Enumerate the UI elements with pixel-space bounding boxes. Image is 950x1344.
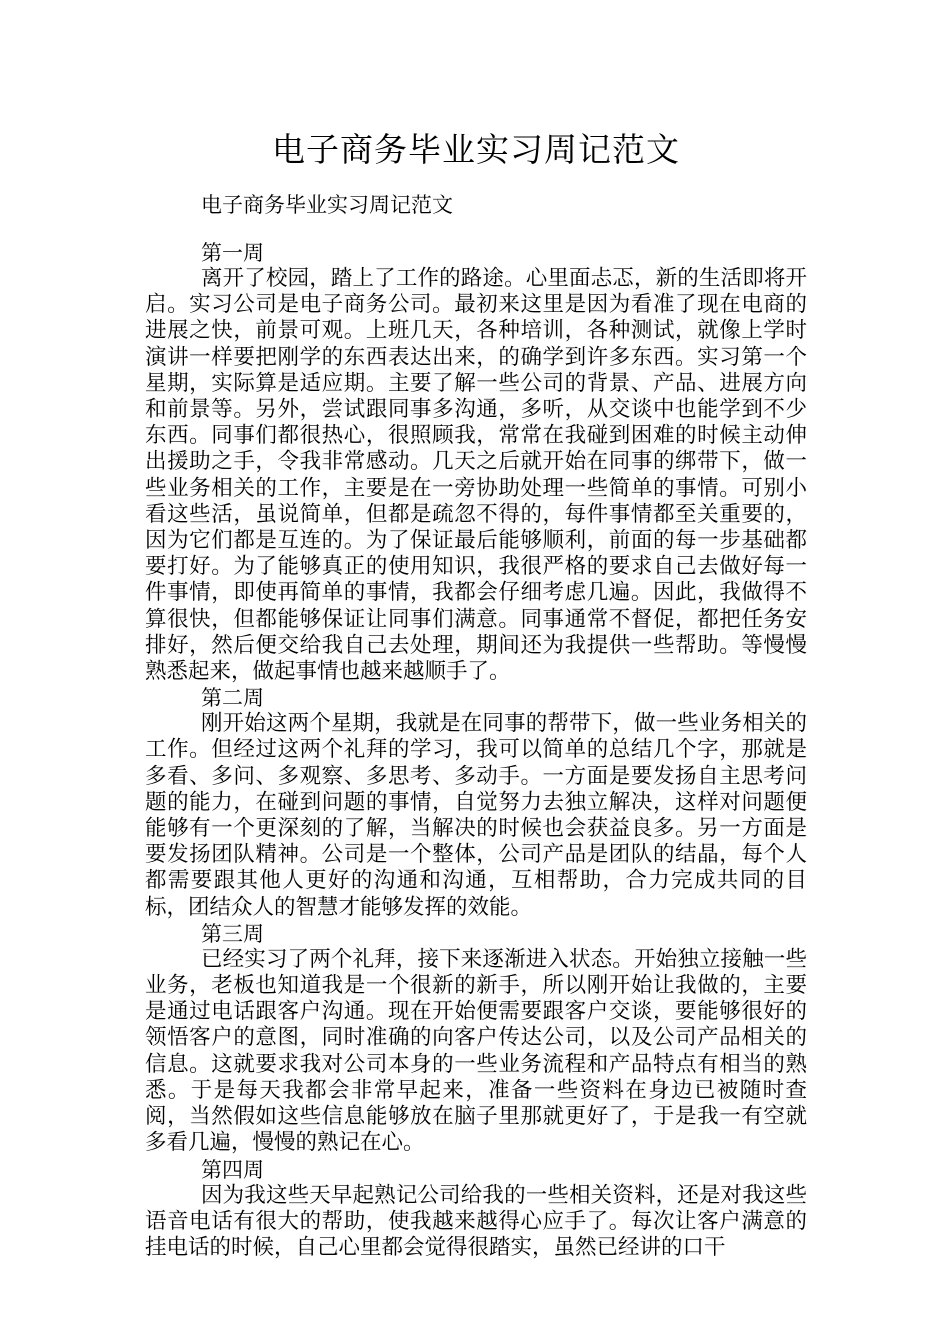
- week-section-3: [145, 921, 807, 1157]
- week-paragraph: 已经实习了两个礼拜，接下来逐渐进入状态。开始独立接触一些业务，老板也知道我是一个很新的新手，所以刚开始让我做的，主要是通过电话跟客户沟通。现在开始便需要跟客户交谈，要能够很好的领悟客户的意图，同时准确的向客户传达公司，以及公司产品相关的信息。这就要求我对公司本身的一些业务流程和产品特点有相当的熟悉。于是每天我都会非常早起来，准备一些资料在身边已被随时查阅，当然假如这些信息能够放在脑子里那就更好了，于是我一有空就多看几遍，慢慢的熟记在心。: [145, 946, 807, 1156]
- week-heading: 第三周: [201, 921, 264, 946]
- week-heading: 第二周: [201, 686, 264, 711]
- week-paragraph: 离开了校园，踏上了工作的路途。心里面忐忑，新的生活即将开启。实习公司是电子商务公司。最初来这里是因为看准了现在电商的进展之快，前景可观。上班几天，各种培训，各种测试，就像上学时演讲一样要把刚学的东西表达出来，的确学到许多东西。实习第一个星期，实际算是适应期。主要了解一些公司的背景、产品、进展方向和前景等。另外，尝试跟同事多沟通，多听，从交谈中也能学到不少东西。同事们都很热心，很照顾我，常常在我碰到困难的时候主动伸出援助之手，令我非常感动。几天之后就开始在同事的绑带下，做一些业务相关的工作，主要是在一旁协助处理一些简单的事情。可别小看这些活，虽说简单，但都是疏忽不得的，每件事情都至关重要的，因为它们都是互连的。为了保证最后能够顺利，前面的每一步基础都要打好。为了能够真正的使用知识，我很严格的要求自己去做好每一件事情，即使再简单的事情，我都会仔细考虑几遍。因此，我做得不算很快，但都能够保证让同事们满意。同事通常不督促，都把任务安排好，然后便交给我自己去处理，期间还为我提供一些帮助。等慢慢熟悉起来，做起事情也越来越顺手了。: [145, 266, 807, 685]
- week-section-1: [145, 240, 807, 685]
- week-section-2: [145, 685, 807, 921]
- week-section-4: [145, 1157, 807, 1262]
- week-heading: 第一周: [201, 241, 264, 265]
- week-heading: 第四周: [201, 1157, 264, 1182]
- week-paragraph: 因为我这些天早起熟记公司给我的一些相关资料，还是对我这些语音电话有很大的帮助，使我越来越得心应手了。每次让客户满意的挂电话的时候，自己心里都会觉得很踏实，虽然已经讲的口干: [145, 1182, 807, 1260]
- week-paragraph: 刚开始这两个星期，我就是在同事的帮带下，做一些业务相关的工作。但经过这两个礼拜的学习，我可以简单的总结几个字，那就是多看、多问、多观察、多思考、多动手。一方面是要发扬自主思考问题的能力，在碰到问题的事情，自觉努力去独立解决，这样对问题便能够有一个更深刻的了解，当解决的时候也会获益良多。另一方面是要发扬团队精神。公司是一个整体，公司产品是团队的结晶，每个人都需要跟其他人更好的沟通和沟通，互相帮助，合力完成共同的目标，团结众人的智慧才能够发挥的效能。: [145, 711, 807, 920]
- document-subtitle: 电子商务毕业实习周记范文: [201, 193, 453, 217]
- document-title: 电子商务毕业实习周记范文: [272, 130, 680, 169]
- document-page: [145, 122, 807, 1261]
